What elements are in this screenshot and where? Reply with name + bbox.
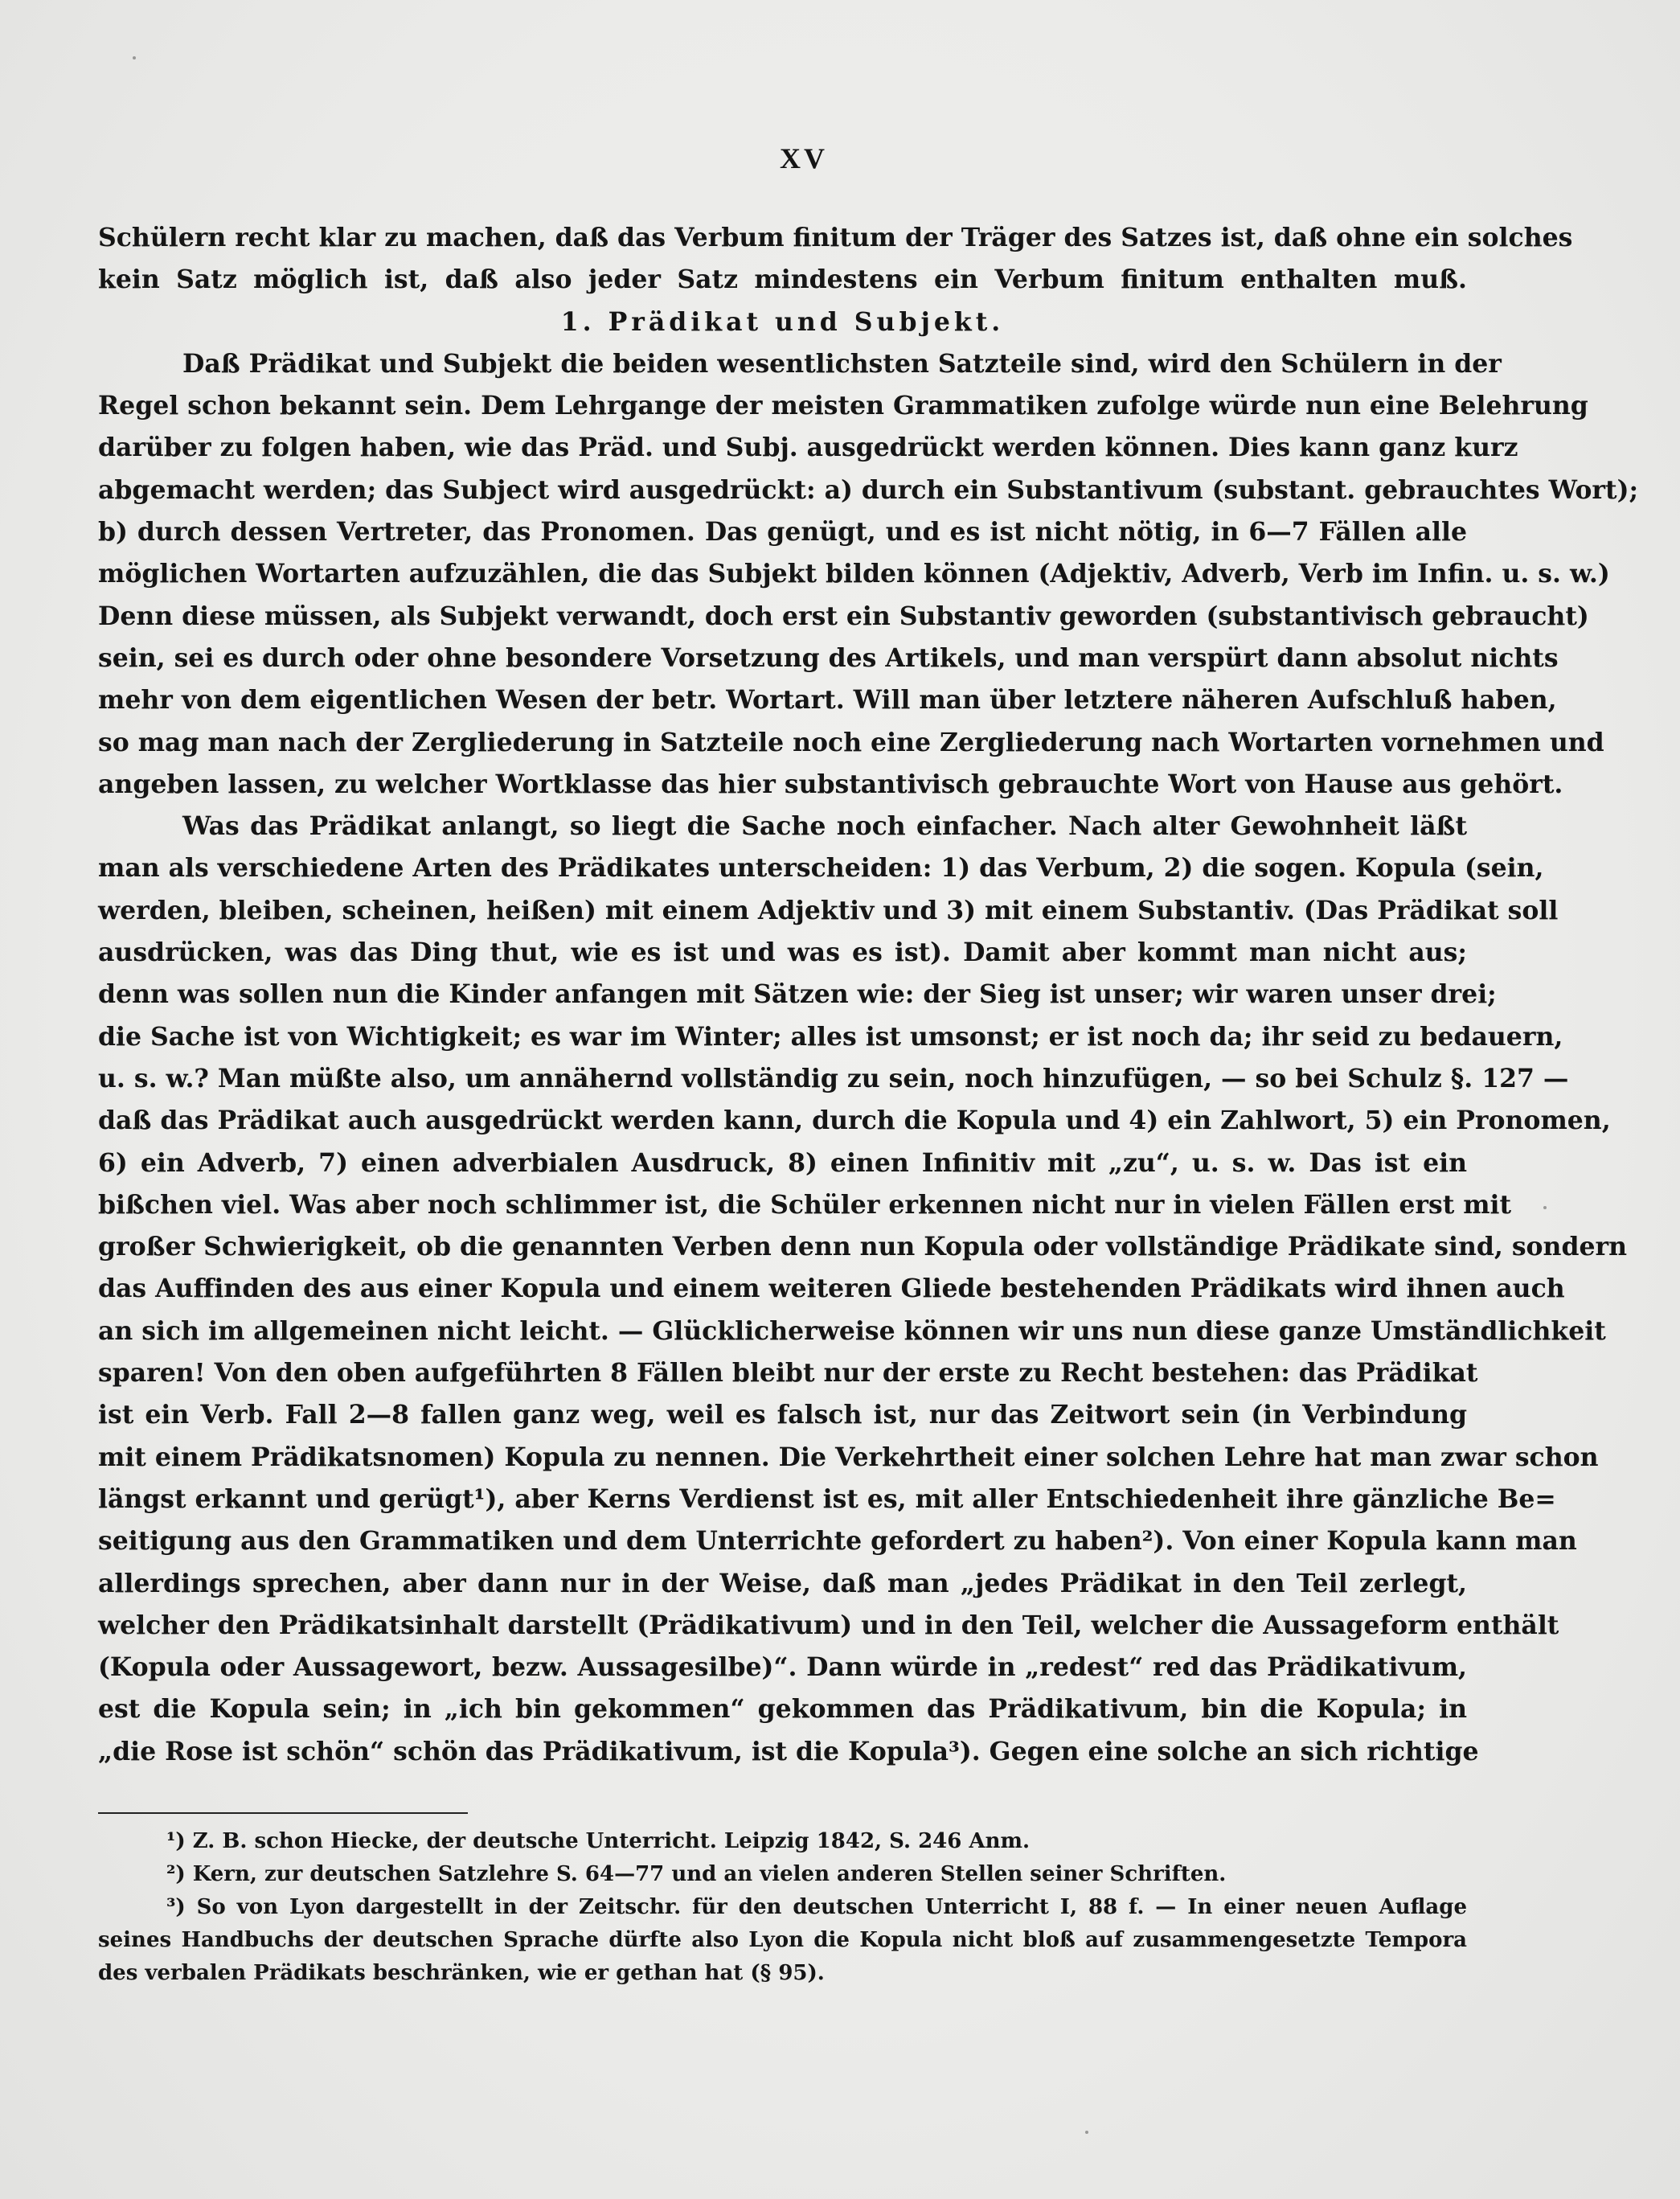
text-line: Denn diese müssen, als Subjekt verwandt, doch erst ein Substantiv geworden (substantivisch gebraucht) (98, 601, 1589, 631)
footnote-continuation: seines Handbuchs der deutschen Sprache dürfte also Lyon die Kopula nicht bloß auf zusammengesetzte Tempora (98, 1928, 1467, 1952)
text-line: mehr von dem eigentlichen Wesen der betr. Wortart. Will man über letztere näheren Aufschluß haben, (98, 685, 1557, 716)
section-heading: 1. Prädikat und Subjekt. (560, 306, 1005, 337)
main-text (98, 217, 1639, 1773)
text-line: denn was sollen nun die Kinder anfangen mit Sätzen wie: der Sieg ist unser; wir waren unser drei; (98, 979, 1497, 1010)
text-line: Was das Prädikat anlangt, so liegt die Sache noch einfacher. Nach alter Gewohnheit läßt (182, 811, 1467, 842)
text-line: angeben lassen, zu welcher Wortklasse das hier substantivisch gebrauchte Wort von Hause aus gehört. (98, 769, 1563, 799)
text-line: das Auffinden des aus einer Kopula und einem weiteren Gliede bestehenden Prädikats wird ihnen auch (98, 1274, 1565, 1304)
text-line: Regel schon bekannt sein. Dem Lehrgange der meisten Grammatiken zufolge würde nun eine Belehrung (98, 391, 1588, 421)
text-line: (Kopula oder Aussagewort, bezw. Aussagesilbe)“. Dann würde in „redest“ red das Prädikativum, (98, 1652, 1467, 1683)
text-line: ausdrücken, was das Ding thut, wie es ist und was es ist). Damit aber kommt man nicht aus; (98, 937, 1467, 968)
footnote: ²) Kern, zur deutschen Satzlehre S. 64—77 und an vielen anderen Stellen seiner Schriften. (166, 1862, 1227, 1886)
text-line: welcher den Prädikatsinhalt darstellt (Prädikativum) und in den Teil, welcher die Aussageform enthält (98, 1610, 1559, 1640)
footnote-continuation: des verbalen Prädikats beschränken, wie er gethan hat (§ 95). (98, 1961, 825, 1985)
text-line: u. s. w.? Man müßte also, um annähernd vollständig zu sein, noch hinzufügen, — so bei Schulz §. 127 — (98, 1063, 1569, 1093)
paper-speck (1543, 1206, 1547, 1209)
text-line: seitigung aus den Grammatiken und dem Unterrichte gefordert zu haben²). Von einer Kopula kann man (98, 1526, 1577, 1557)
text-line: b) durch dessen Vertreter, das Pronomen. Das genügt, und es ist nicht nötig, in 6—7 Fällen alle (98, 517, 1467, 548)
footnote: ³) So von Lyon dargestellt in der Zeitschr. für den deutschen Unterricht I, 88 f. — In einer neuen Auflage (166, 1895, 1467, 1919)
text-line: möglichen Wortarten aufzuzählen, die das Subjekt bilden können (Adjektiv, Adverb, Verb im Infin. u. s. w.) (98, 559, 1610, 589)
text-line: werden, bleiben, scheinen, heißen) mit einem Adjektiv und 3) mit einem Substantiv. (Das Prädikat soll (98, 895, 1559, 925)
paper-speck (1085, 2131, 1088, 2134)
text-line: 6) ein Adverb, 7) einen adverbialen Ausdruck, 8) einen Infinitiv mit „zu“, u. s. w. Das ist ein (98, 1147, 1467, 1178)
text-line: an sich im allgemeinen nicht leicht. — Glücklicherweise können wir uns nun diese ganze Umständlichkeit (98, 1315, 1606, 1346)
text-line: daß das Prädikat auch ausgedrückt werden kann, durch die Kopula und 4) ein Zahlwort, 5) ein Pronomen, (98, 1106, 1611, 1136)
text-line: allerdings sprechen, aber dann nur in der Weise, daß man „jedes Prädikat in den Teil zerlegt, (98, 1568, 1467, 1598)
text-line: darüber zu folgen haben, wie das Präd. und Subj. ausgedrückt werden können. Dies kann ganz kurz (98, 433, 1518, 463)
footnotes (98, 1825, 1467, 1990)
text-line: sein, sei es durch oder ohne besondere Vorsetzung des Artikels, und man verspürt dann absolut nichts (98, 642, 1559, 673)
text-line: kein Satz möglich ist, daß also jeder Satz mindestens ein Verbum finitum enthalten muß. (98, 265, 1467, 295)
text-line: ist ein Verb. Fall 2—8 fallen ganz weg, weil es falsch ist, nur das Zeitwort sein (in Verbindung (98, 1400, 1467, 1430)
text-line: sparen! Von den oben aufgeführten 8 Fällen bleibt nur der erste zu Recht bestehen: das Prädikat (98, 1358, 1478, 1389)
text-line: man als verschiedene Arten des Prädikates unterscheiden: 1) das Verbum, 2) die sogen. Kopula (sein, (98, 853, 1544, 884)
text-line: mit einem Prädikatsnomen) Kopula zu nennen. Die Verkehrtheit einer solchen Lehre hat man zwar schon (98, 1442, 1599, 1472)
text-line: Schülern recht klar zu machen, daß das Verbum finitum der Träger des Satzes ist, daß ohne ein solches (98, 223, 1573, 252)
paper-speck (133, 56, 136, 59)
footnote: ¹) Z. B. schon Hiecke, der deutsche Unterricht. Leipzig 1842, S. 246 Anm. (166, 1829, 1031, 1853)
text-line: so mag man nach der Zergliederung in Satzteile noch eine Zergliederung nach Wortarten vornehmen und (98, 727, 1604, 757)
text-line: die Sache ist von Wichtigkeit; es war im Winter; alles ist umsonst; er ist noch da; ihr seid zu bedauern, (98, 1021, 1563, 1052)
text-line: abgemacht werden; das Subject wird ausgedrückt: a) durch ein Substantivum (substant. gebrauchtes Wort); (98, 474, 1639, 505)
text-line: bißchen viel. Was aber noch schlimmer ist, die Schüler erkennen nicht nur in vielen Fällen erst mit (98, 1189, 1512, 1220)
text-line: längst erkannt und gerügt¹), aber Kerns Verdienst ist es, mit aller Entschiedenheit ihre gänzliche Be= (98, 1483, 1556, 1514)
text-line: „die Rose ist schön“ schön das Prädikativum, ist die Kopula³). Gegen eine solche an sich richtige (98, 1736, 1479, 1766)
footnote-divider (98, 1812, 468, 1814)
text-line: großer Schwierigkeit, ob die genannten Verben denn nun Kopula oder vollständige Prädikate sind, sondern (98, 1232, 1628, 1262)
text-line: Daß Prädikat und Subjekt die beiden wesentlichsten Satzteile sind, wird den Schülern in der (182, 348, 1502, 379)
page-number: XV (780, 142, 828, 174)
text-line: est die Kopula sein; in „ich bin gekommen“ gekommen das Prädikativum, bin die Kopula; in (98, 1694, 1467, 1725)
